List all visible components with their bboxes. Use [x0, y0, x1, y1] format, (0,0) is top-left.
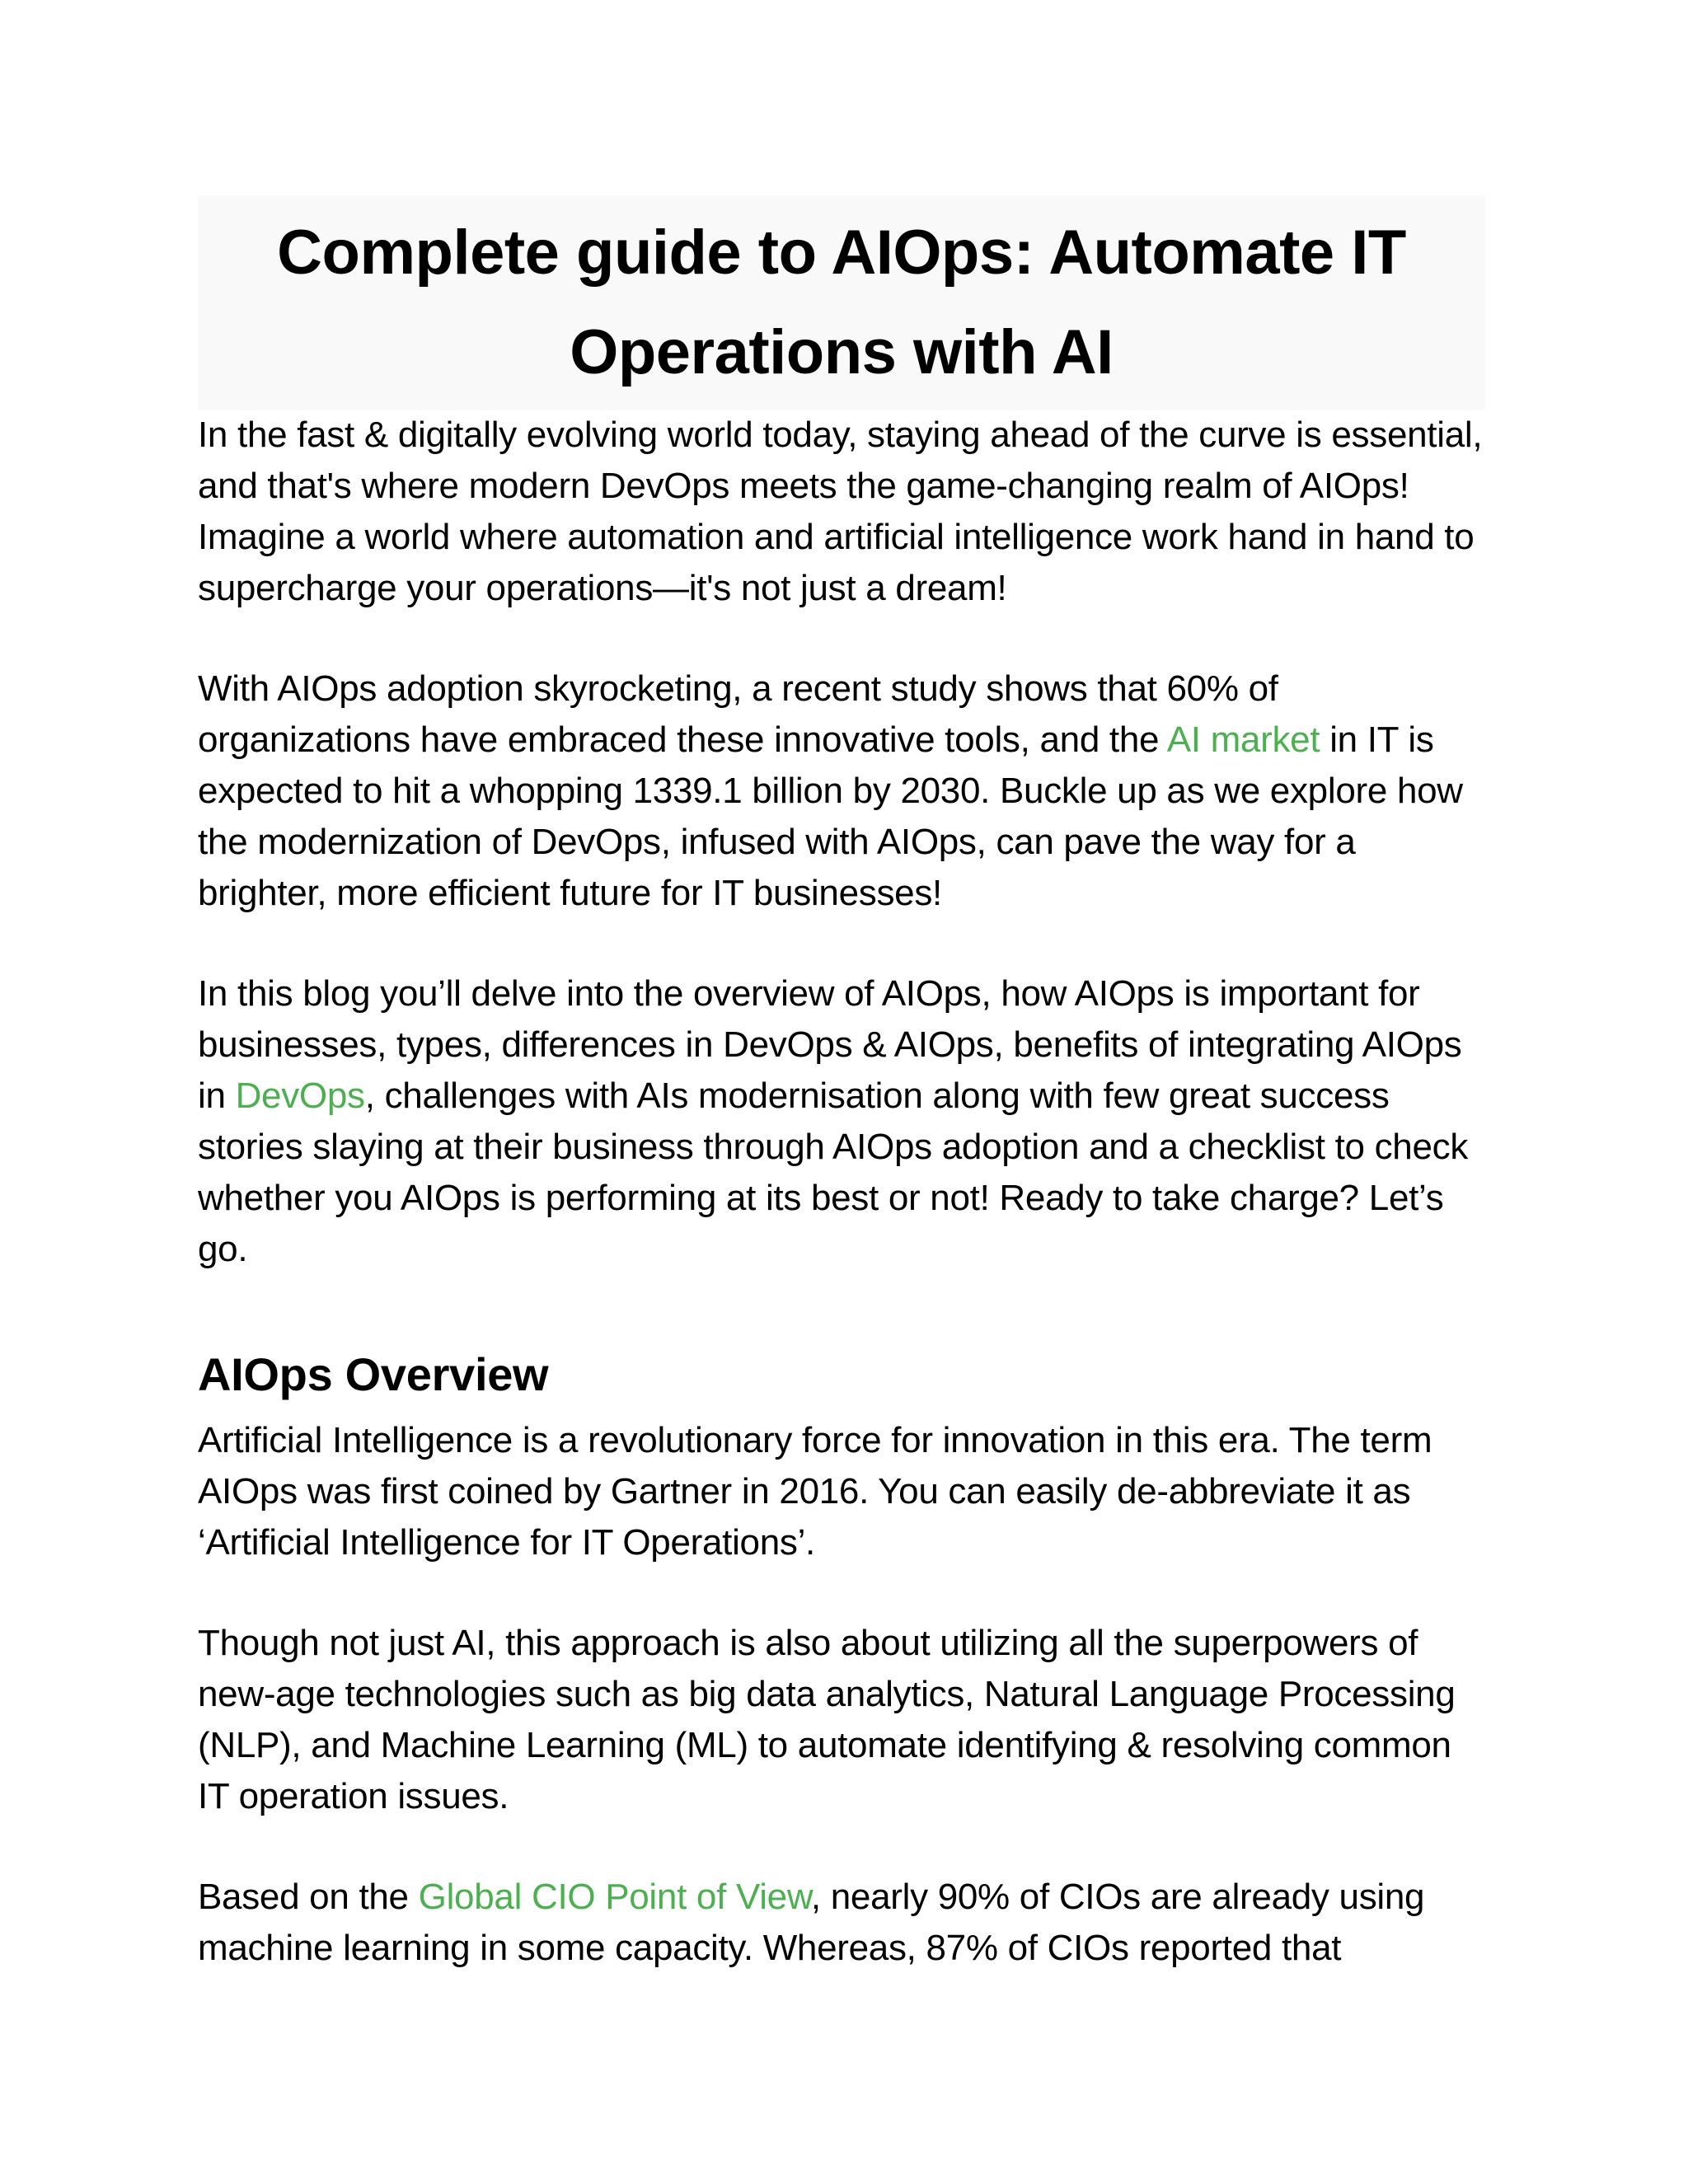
intro-paragraph-1: In the fast & digitally evolving world today, staying ahead of the curve is essential, and that's where modern DevOps meets the game-changing realm of AIOps! Imagine a world where automation and artificial intelligence work hand in hand to supercharge your operations—it's not just a dream!: [198, 415, 1483, 608]
paragraph-gap: [198, 1822, 1485, 1872]
overview-paragraph-1: Artificial Intelligence is a revolutionary force for innovation in this era. The term AIOps was first coined by Gartner in 2016. You can easily de-abbreviate it as ‘Artificial Intelligence for IT Operations’.: [198, 1420, 1432, 1563]
document-page: [198, 195, 1485, 1974]
overview-paragraph-2: Though not just AI, this approach is also about utilizing all the superpowers of new-age technologies such as big data analytics, Natural Language Processing (NLP), and Machine Learning (ML) to automate identifying & resolving common IT operation issues.: [198, 1623, 1456, 1816]
devops-link[interactable]: DevOps: [235, 1076, 365, 1116]
ai-market-link[interactable]: AI market: [1166, 719, 1320, 760]
section-heading-aiops-overview: AIOps Overview: [198, 1348, 549, 1400]
text-span: , challenges with AIs modernisation along with few great success stories slaying at their business through AIOps adoption and a checklist to check whether you AIOps is performing at its best or not! Ready to take charge? Let’s go.: [198, 1076, 1469, 1269]
text-span: In this blog you’ll delve into the overview of AIOps, how AIOps is important for businesses, types, differences in DevOps & AIOps, benefits of integrating AIOps in: [198, 973, 1462, 1116]
paragraph-gap: [198, 614, 1485, 663]
text-span: With AIOps adoption skyrocketing, a recent study shows that 60% of organizations have embraced these innovative tools, and the: [198, 668, 1278, 760]
title-banner: [198, 195, 1485, 410]
overview-paragraph-3: [198, 1872, 1485, 1974]
paragraph-gap: [198, 919, 1485, 968]
intro-paragraph-3: [198, 968, 1485, 1275]
global-cio-link[interactable]: Global CIO Point of View: [418, 1877, 811, 1917]
paragraph-gap: [198, 1568, 1485, 1618]
page-title: Complete guide to AIOps: Automate IT Operations with AI: [277, 218, 1406, 387]
text-span: , nearly 90% of CIOs are already using machine learning in some capacity. Whereas, 87% of CIOs reported that: [198, 1877, 1425, 1968]
text-span: Based on the: [198, 1877, 419, 1917]
intro-paragraph-2: [198, 663, 1485, 919]
text-span: in IT is expected to hit a whopping 1339.1 billion by 2030. Buckle up as we explore how the modernization of DevOps, infused with AIOps, can pave the way for a brighter, more efficient future for IT businesses!: [198, 719, 1463, 913]
